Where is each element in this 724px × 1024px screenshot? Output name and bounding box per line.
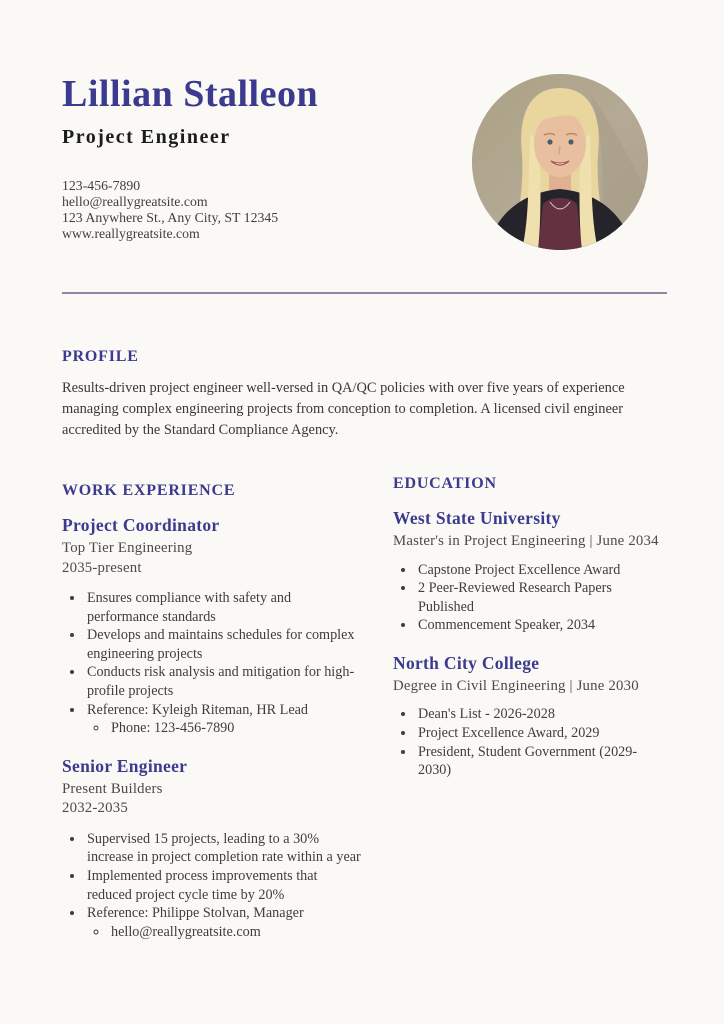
job-company: Top Tier Engineering: [62, 540, 193, 556]
profile-photo: [472, 74, 648, 250]
job-bullet-list: [62, 589, 364, 738]
school-entry: [393, 507, 661, 635]
job-bullet: • Ensures compliance with safety and performance standards: [85, 589, 364, 626]
school-bullet: • President, Student Government (2029-2030): [416, 743, 661, 780]
job-bullet-list: [62, 830, 364, 942]
school-bullet: • Capstone Project Excellence Award: [416, 561, 661, 580]
woman-portrait-illustration: [472, 74, 648, 250]
job-bullet-text: Reference: Philippe Stolvan, Manager: [87, 905, 304, 922]
school-bullet-list: [393, 705, 661, 779]
contact-email: hello@reallygreatsite.com: [62, 194, 208, 209]
job-bullet: • Supervised 15 projects, leading to a 30% increase in project completion rate within a year: [85, 830, 364, 867]
school-bullet-list: [393, 561, 661, 635]
contact-block: [62, 178, 278, 242]
job-sub-bullet-list: [87, 719, 364, 738]
job-sub-bullet: ◦ Phone: 123-456-7890: [109, 719, 364, 738]
school-bullet: • 2 Peer-Reviewed Research Papers Published: [416, 579, 661, 616]
contact-phone: 123-456-7890: [62, 178, 141, 193]
job-bullet: • Implemented process improvements that reduced project cycle time by 20%: [85, 867, 364, 904]
profile-heading: PROFILE: [62, 348, 139, 365]
job-company: Present Builders: [62, 780, 163, 797]
job-bullet: [85, 904, 364, 941]
job-entry: [62, 514, 364, 738]
job-dates: 2032-2035: [62, 800, 128, 817]
school-name-west-state: West State University: [393, 508, 561, 528]
job-bullet: • Conducts risk analysis and mitigation for high-profile projects: [85, 663, 364, 700]
profile-section: [62, 347, 677, 441]
school-bullet: • Project Excellence Award, 2029: [416, 724, 661, 743]
school-degree: Master's in Project Engineering | June 2034: [393, 533, 659, 549]
section-divider: [62, 292, 667, 294]
contact-website: www.reallygreatsite.com: [62, 226, 200, 241]
education-heading: EDUCATION: [393, 475, 497, 492]
job-title-senior-engineer: Senior Engineer: [62, 755, 188, 776]
job-sub-bullet: ◦ hello@reallygreatsite.com: [109, 923, 364, 942]
job-bullet: [85, 701, 364, 738]
contact-address: 123 Anywhere St., Any City, ST 12345: [62, 210, 279, 225]
education-section: [393, 474, 661, 780]
school-name-north-city: North City College: [393, 652, 540, 673]
job-bullet: • Develops and maintains schedules for complex engineering projects: [85, 626, 364, 663]
work-experience-section: [62, 481, 364, 941]
job-title-project-coordinator: Project Coordinator: [62, 515, 220, 535]
school-degree: Degree in Civil Engineering | June 2030: [393, 677, 639, 694]
work-experience-heading: WORK EXPERIENCE: [62, 482, 236, 499]
profile-text: Results-driven project engineer well-versed in QA/QC policies with over five years of experience managing complex engineering projects from conception to completion. A licensed civil engineer accredited by the Standard Compliance Agency.: [62, 380, 625, 438]
person-name: Lillian Stalleon: [62, 73, 319, 115]
job-dates: 2035-present: [62, 559, 142, 576]
job-sub-bullet-list: [87, 923, 364, 942]
school-entry: [393, 652, 661, 780]
job-bullet-text: Reference: Kyleigh Riteman, HR Lead: [87, 701, 309, 718]
job-entry: [62, 755, 364, 942]
person-job-title: Project Engineer: [62, 126, 231, 148]
school-bullet: • Dean's List - 2026-2028: [416, 705, 661, 724]
school-bullet: • Commencement Speaker, 2034: [416, 616, 661, 635]
